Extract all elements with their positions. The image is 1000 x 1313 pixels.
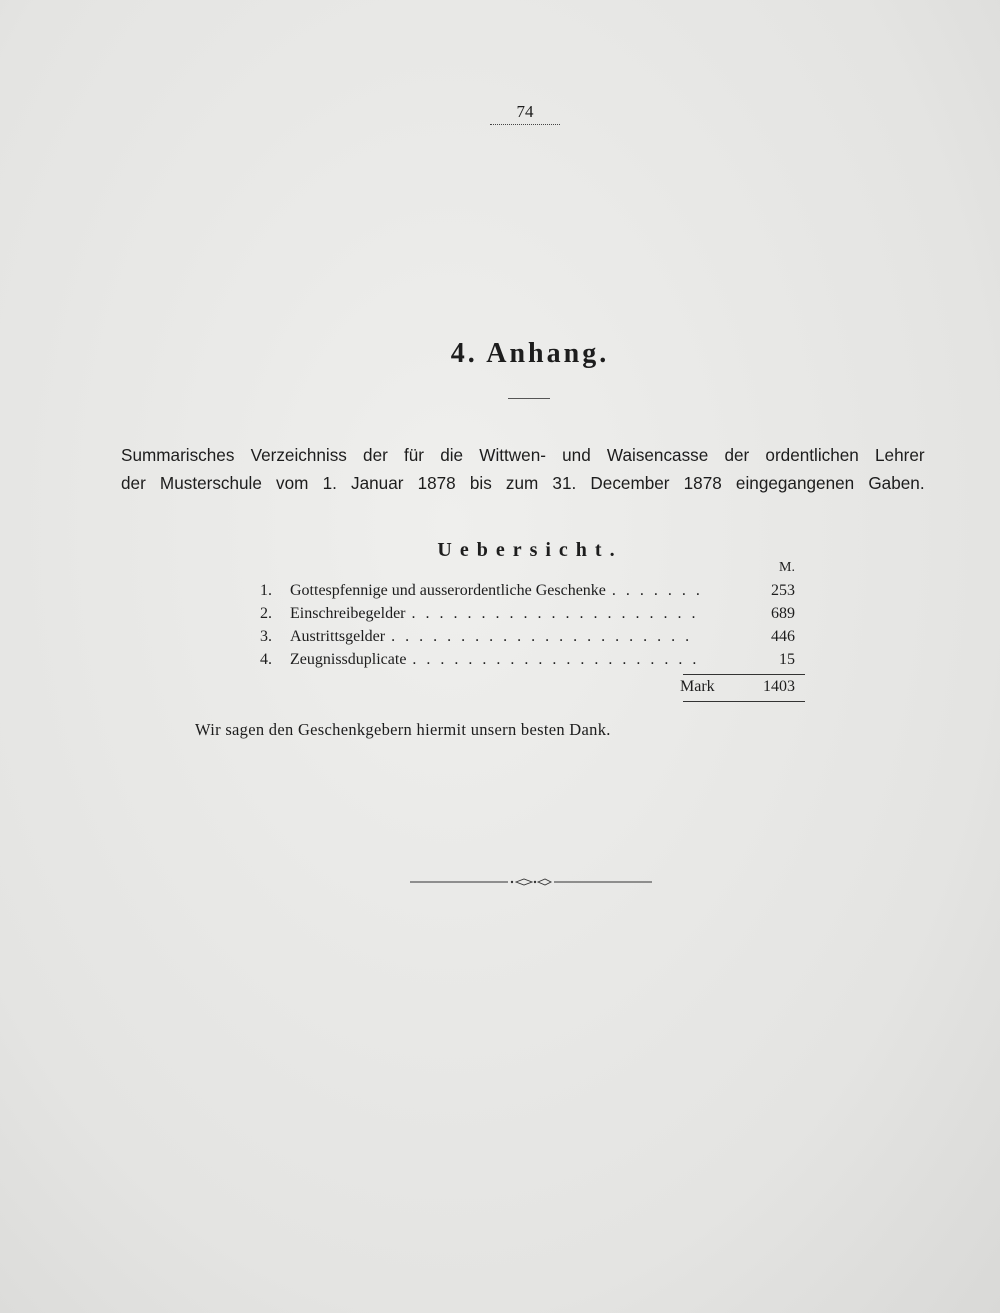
row-number: 4. [260,651,272,668]
table-row [260,628,795,650]
row-label: Gottespfennige und ausserordentliche Geschenke [290,582,606,599]
page-number: 74 [516,102,534,121]
row-leader-dots: . . . . . . . . . . . . . . . . . . . . . [412,651,700,668]
currency-header: M. [779,560,795,575]
row-amount: 446 [771,628,795,645]
section-heading: 4. Anhang. [450,338,610,369]
table-row [260,582,795,604]
row-leader-dots: . . . . . . . [611,582,703,599]
row-number: 3. [260,628,272,645]
table-row [260,651,795,673]
row-amount: 689 [771,605,795,622]
total-value: 1403 [763,678,795,695]
row-number: 2. [260,605,272,622]
intro-line-1: Summarisches Verzeichniss der für die Wittwen- und Waisencasse der ordentlichen Lehrer [121,445,925,465]
row-number: 1. [260,582,272,599]
page-number-rule [490,124,560,125]
ornament-divider [410,874,652,890]
row-label: Austrittsgelder [290,628,386,645]
row-amount: 15 [779,651,795,668]
row-leader-dots: . . . . . . . . . . . . . . . . . . . . . [411,605,699,622]
row-leader-dots: . . . . . . . . . . . . . . . . . . . . . . [391,628,693,645]
total-label: Mark [680,678,715,695]
row-label: Zeugnissduplicate [290,651,407,668]
intro-paragraph [121,441,925,497]
heading-rule [508,398,550,399]
table-row [260,605,795,627]
overview-title: Uebersicht. [437,539,623,561]
thanks-line: Wir sagen den Geschenkgebern hiermit unsern besten Dank. [195,720,611,739]
intro-line-2: der Musterschule vom 1. Januar 1878 bis zum 31. December 1878 eingegangenen Gaben. [121,473,925,493]
row-label: Einschreibegelder [290,605,406,622]
sum-rule [683,674,805,675]
total-rule [683,701,805,702]
total-row [680,678,795,696]
row-amount: 253 [771,582,795,599]
